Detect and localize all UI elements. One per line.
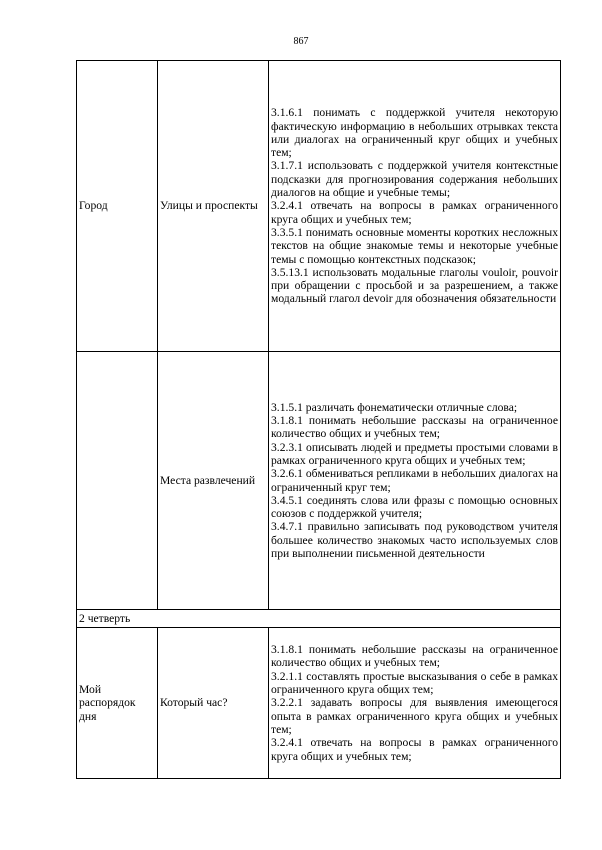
learning-goal: 3.5.13.1 использовать модальные глаголы vouloir, pouvoir при обращении с просьбой и за разрешением, а также модальный глагол devoir для обозначения обязательности	[271, 265, 558, 306]
curriculum-table	[76, 60, 561, 779]
page-number: 867	[293, 36, 309, 47]
learning-goal: 3.3.5.1 понимать основные моменты коротких несложных текстов на общие знакомые темы и некоторые учебные темы с помощью контекстных подсказок;	[271, 225, 558, 266]
quarter-label: 2 четверть	[77, 610, 561, 628]
learning-goals-cell	[269, 352, 561, 610]
subtopic-cell: Места развлечений	[158, 352, 269, 610]
topic-cell	[77, 352, 158, 610]
learning-goal: 3.1.8.1 понимать небольшие рассказы на ограниченное количество общих и учебных тем;	[271, 643, 558, 670]
learning-goal: 3.4.5.1 соединять слова или фразы с помощью основных союзов с поддержкой учителя;	[271, 493, 558, 521]
learning-goal: 3.2.1.1 составлять простые высказывания о себе в рамках ограниченного круга общих тем;	[271, 669, 558, 697]
learning-goals-cell	[269, 61, 561, 352]
table-row	[77, 628, 561, 779]
learning-goal: 3.2.4.1 отвечать на вопросы в рамках ограниченного круга общих и учебных тем;	[271, 199, 558, 226]
learning-goal: 3.2.2.1 задавать вопросы для выявления имеющегося опыта в рамках ограниченного круга общих и учебных тем;	[271, 696, 558, 736]
quarter-row	[77, 610, 561, 628]
learning-goal: 3.1.8.1 понимать небольшие рассказы на ограниченное количество общих и учебных тем;	[271, 414, 558, 441]
topic-cell: Мой распорядок дня	[77, 628, 158, 779]
learning-goal: 3.2.4.1 отвечать на вопросы в рамках ограниченного круга общих и учебных тем;	[271, 736, 558, 763]
table-row	[77, 61, 561, 352]
topic-cell: Город	[77, 61, 158, 352]
learning-goals-cell	[269, 628, 561, 779]
subtopic-cell: Который час?	[158, 628, 269, 779]
learning-goal: 3.1.6.1 понимать с поддержкой учителя некоторую фактическую информацию в небольших отрывках текста или диалогах на ограниченный круг общих и учебных тем;	[271, 106, 558, 160]
subtopic-cell: Улицы и проспекты	[158, 61, 269, 352]
learning-goal: 3.2.3.1 описывать людей и предметы простыми словами в рамках ограниченного круга общих и учебных тем;	[271, 440, 558, 467]
learning-goal: 3.1.5.1 различать фонематически отличные слова;	[271, 400, 518, 414]
learning-goal: 3.2.6.1 обмениваться репликами в небольших диалогах на ограниченный круг тем;	[271, 467, 558, 494]
learning-goal: 3.1.7.1 использовать с поддержкой учителя контекстные подсказки для прогнозирования содержания небольших диалогов на общие и учебные темы;	[271, 159, 558, 200]
table-row	[77, 352, 561, 610]
learning-goal: 3.4.7.1 правильно записывать под руководством учителя большее количество знакомых часто используемых слов при выполнении письменной деятельности	[271, 520, 558, 560]
